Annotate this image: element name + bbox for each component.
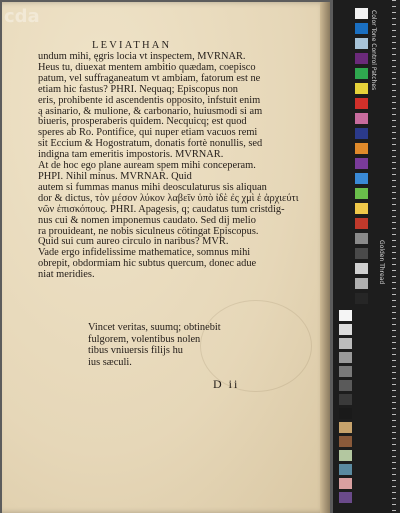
ruler-tick <box>392 510 396 511</box>
ruler-tick <box>392 78 396 79</box>
ruler-tick <box>392 108 396 109</box>
color-patch <box>355 233 368 244</box>
ruler-tick <box>392 300 396 301</box>
ruler-tick <box>392 72 396 73</box>
ruler-tick <box>392 36 396 37</box>
gray-patch <box>339 492 352 503</box>
text-line: etiam hic fastus? PHRI. Nequaq; Episcopus non <box>38 83 238 95</box>
ruler-tick <box>392 456 396 457</box>
text-line: Heus tu, diuexat mentem ambitio quædam, coepisco <box>38 61 256 73</box>
color-patch <box>355 158 368 169</box>
color-target-strip <box>333 0 400 513</box>
colophon-line: Vincet veritas, suumq; obtinebit <box>88 322 221 333</box>
text-line: undum mihi, ęgris locia vt inspectem, MVRNAR. <box>38 51 246 62</box>
text-line: nus cui & nomen imponemus caudato. Sed dij melio <box>38 214 256 226</box>
ruler-tick <box>392 396 396 397</box>
text-line: νῶν ἐπισκόπους. PHRI. Apagesis, q; caudatus tum cristdig- <box>38 203 285 215</box>
ruler-tick <box>392 90 396 91</box>
text-line: speres ab Ro. Pontifice, qui nuper etiam vacuos remi <box>38 127 258 139</box>
ruler <box>392 0 400 513</box>
color-patch <box>355 83 368 94</box>
ruler-tick <box>392 402 396 403</box>
ruler-tick <box>392 360 396 361</box>
ruler-tick <box>392 54 396 55</box>
color-patch <box>355 98 368 109</box>
ruler-tick <box>392 294 396 295</box>
gray-patch <box>339 352 352 363</box>
ruler-tick <box>392 408 396 409</box>
ruler-tick <box>392 186 396 187</box>
ruler-tick <box>392 426 396 427</box>
ruler-tick <box>392 48 396 49</box>
ruler-tick <box>392 96 396 97</box>
color-patch <box>355 173 368 184</box>
ruler-tick <box>392 0 396 1</box>
color-patch <box>355 38 368 49</box>
ruler-tick <box>392 30 396 31</box>
ruler-tick <box>392 336 396 337</box>
ruler-tick <box>392 144 396 145</box>
signature-mark: D ii <box>213 377 240 391</box>
ruler-tick <box>392 18 396 19</box>
ruler-tick <box>392 102 396 103</box>
ruler-tick <box>392 228 396 229</box>
running-head: LEVIATHAN <box>92 40 172 51</box>
ruler-tick <box>392 450 396 451</box>
ruler-tick <box>392 354 396 355</box>
color-patch <box>355 293 368 304</box>
ruler-tick <box>392 444 396 445</box>
ruler-tick <box>392 120 396 121</box>
ruler-tick <box>392 126 396 127</box>
ruler-tick <box>392 468 396 469</box>
gray-patch <box>339 464 352 475</box>
ruler-tick <box>392 234 396 235</box>
text-line: eris, prohibente id ascendentis opposito, infstuit enim <box>38 94 261 106</box>
ruler-tick <box>392 24 396 25</box>
gray-patch <box>339 338 352 349</box>
ruler-tick <box>392 480 396 481</box>
ruler-tick <box>392 372 396 373</box>
ruler-tick <box>392 462 396 463</box>
ruler-tick <box>392 6 396 7</box>
gray-patch <box>339 394 352 405</box>
ruler-tick <box>392 318 396 319</box>
gray-patch <box>339 436 352 447</box>
ruler-tick <box>392 84 396 85</box>
color-patch <box>355 68 368 79</box>
ruler-tick <box>392 438 396 439</box>
text-line: ą asinario, & mulione, & carbonario, huiusmodi si am <box>38 105 263 117</box>
ruler-tick <box>392 156 396 157</box>
ruler-tick <box>392 150 396 151</box>
color-patch <box>355 113 368 124</box>
watermark-top: cda <box>4 6 40 27</box>
ruler-tick <box>392 324 396 325</box>
color-patch <box>355 8 368 19</box>
text-line: dor & dictus, τὸν μέσον λύκον λαβεῖν ὑπὸ ἰδὲ ἐς χμὶ ἑ ἀρχιεύτι <box>38 192 299 204</box>
ruler-tick <box>392 390 396 391</box>
ruler-tick <box>392 498 396 499</box>
text-line: autem si fummas manus mihi deosculaturus sis aliquan <box>38 181 267 193</box>
ruler-tick <box>392 252 396 253</box>
ruler-tick <box>392 288 396 289</box>
text-line: At de hoc ego plane auream spem mihi conceperam. <box>38 160 256 172</box>
ruler-tick <box>392 366 396 367</box>
ruler-tick <box>392 246 396 247</box>
ruler-tick <box>392 306 396 307</box>
ruler-tick <box>392 432 396 433</box>
ruler-tick <box>392 138 396 139</box>
ruler-tick <box>392 420 396 421</box>
color-patch <box>355 23 368 34</box>
ruler-tick <box>392 12 396 13</box>
ruler-tick <box>392 174 396 175</box>
ruler-tick <box>392 198 396 199</box>
gray-patch <box>339 366 352 377</box>
color-patch <box>355 128 368 139</box>
colophon <box>88 322 221 369</box>
ruler-tick <box>392 348 396 349</box>
ruler-tick <box>392 264 396 265</box>
ruler-tick <box>392 282 396 283</box>
color-patch <box>355 278 368 289</box>
text-line: biueris, prosperaberis quidem. Necquicq; est quod <box>38 116 247 128</box>
color-patch <box>355 143 368 154</box>
ruler-tick <box>392 276 396 277</box>
text-line: PHPI. Nihil minus. MVRNAR. Quid <box>38 170 192 182</box>
target-label: Golden Thread <box>378 240 385 285</box>
colophon-line: fulgorem, volentibus nolen <box>88 333 201 345</box>
color-patch <box>355 263 368 274</box>
ruler-tick <box>392 492 396 493</box>
text-line: niat meridies. <box>38 269 95 281</box>
ruler-tick <box>392 342 396 343</box>
text-line: Vade ergo infidelissime mathematice, somnus mihi <box>38 247 251 259</box>
ruler-tick <box>392 486 396 487</box>
ruler-tick <box>392 222 396 223</box>
body-text <box>38 51 299 281</box>
color-patch <box>355 53 368 64</box>
ruler-tick <box>392 66 396 67</box>
ruler-tick <box>392 504 396 505</box>
ruler-tick <box>392 474 396 475</box>
text-line: indigna tam emeritis impostoris. MVRNAR. <box>38 149 224 161</box>
gray-patch <box>339 408 352 419</box>
color-patch <box>355 248 368 259</box>
ruler-tick <box>392 114 396 115</box>
ruler-tick <box>392 378 396 379</box>
gray-patch <box>339 380 352 391</box>
ruler-tick <box>392 192 396 193</box>
gray-patch <box>339 478 352 489</box>
gray-patch <box>339 422 352 433</box>
ruler-tick <box>392 42 396 43</box>
ruler-tick <box>392 270 396 271</box>
ruler-tick <box>392 216 396 217</box>
ruler-tick <box>392 330 396 331</box>
ruler-tick <box>392 312 396 313</box>
ruler-tick <box>392 204 396 205</box>
colophon-line: tibus vniuersis filijs hu <box>88 345 183 357</box>
page-edge <box>320 2 330 513</box>
gray-patch <box>339 324 352 335</box>
colophon-line: ius sæculi. <box>88 357 132 369</box>
ruler-tick <box>392 132 396 133</box>
color-patch <box>355 188 368 199</box>
color-patch <box>355 203 368 214</box>
text-line: Quid sui cum aureo circulo in naribus? MVR. <box>38 236 229 248</box>
text-line: ra prouideant, ne nobis siculneus cötingat Episcopus. <box>38 225 259 237</box>
text-line: patum, vel suffraganeatum vt ambiam, fatorum est ne <box>38 72 261 84</box>
text-line: sit Eccium & Hogostratum, donatis fortè nonullis, sed <box>38 138 263 150</box>
ruler-tick <box>392 240 396 241</box>
gray-patch <box>339 450 352 461</box>
ruler-tick <box>392 60 396 61</box>
target-top-label: Color Tone Control Patches <box>370 10 377 91</box>
gray-patch <box>339 310 352 321</box>
ruler-tick <box>392 162 396 163</box>
ruler-tick <box>392 258 396 259</box>
ruler-tick <box>392 180 396 181</box>
ruler-tick <box>392 384 396 385</box>
ruler-tick <box>392 210 396 211</box>
ruler-tick <box>392 414 396 415</box>
text-line: obrepit, obdormiam hic subtus quercum, donec adue <box>38 258 257 270</box>
ruler-tick <box>392 168 396 169</box>
color-patch <box>355 218 368 229</box>
